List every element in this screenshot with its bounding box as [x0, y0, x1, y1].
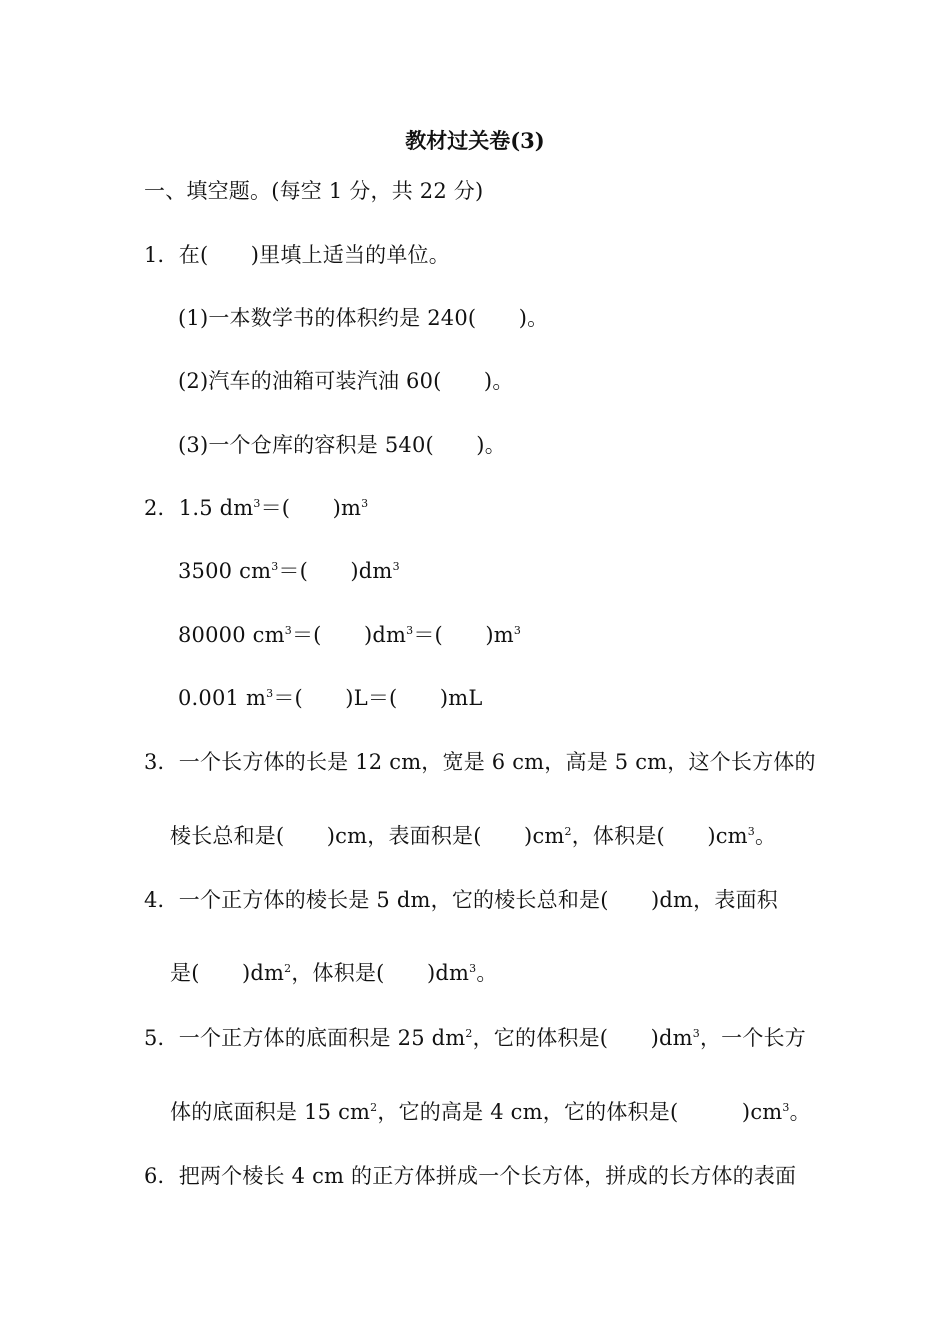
exponent: 3 — [469, 962, 477, 975]
q4-l2-a: 是( )dm — [170, 961, 285, 985]
q2-l1-a: 2．1.5 dm — [144, 496, 254, 520]
q2-l4-b: ＝( )L＝( )mL — [273, 686, 483, 710]
q3-l2-c: 。 — [755, 824, 777, 848]
q2-l4-a: 0.001 m — [178, 686, 267, 710]
question-2-line-4 — [178, 683, 483, 713]
exponent: 3 — [406, 624, 414, 637]
question-5-line-1 — [144, 1023, 806, 1053]
q2-l1-b: ＝( )m — [260, 496, 362, 520]
q5-l2-c: 。 — [789, 1100, 811, 1124]
question-4-line-2 — [170, 958, 498, 988]
q2-l2-a: 3500 cm — [178, 559, 272, 583]
question-1-part-3: (3)一个仓库的容积是 540( )。 — [178, 433, 506, 457]
exponent: 3 — [253, 497, 261, 510]
question-2-line-3 — [178, 620, 521, 650]
q5-l1-c: ，一个长方 — [699, 1026, 806, 1050]
question-4-line-1: 4．一个正方体的棱长是 5 dm，它的棱长总和是( )dm，表面积 — [144, 888, 778, 912]
q2-l3-a: 80000 cm — [178, 623, 285, 647]
exponent: 3 — [692, 1027, 700, 1040]
question-1-stem: 1．在( )里填上适当的单位。 — [144, 243, 450, 267]
question-1-part-2: (2)汽车的油箱可装汽油 60( )。 — [178, 369, 514, 393]
q2-l2-b: ＝( )dm — [278, 559, 393, 583]
exponent: 3 — [782, 1101, 790, 1114]
exponent: 3 — [271, 560, 279, 573]
exponent: 3 — [266, 687, 274, 700]
question-3-line-1: 3．一个长方体的长是 12 cm，宽是 6 cm，高是 5 cm，这个长方体的 — [144, 750, 816, 774]
q2-l3-b: ＝( )dm — [291, 623, 407, 647]
exponent: 2 — [465, 1027, 473, 1040]
q4-l2-c: 。 — [476, 961, 498, 985]
exponent: 2 — [370, 1101, 378, 1114]
q2-l3-c: ＝( )m — [413, 623, 514, 647]
exponent: 3 — [513, 624, 522, 637]
q5-l1-a: 5．一个正方体的底面积是 25 dm — [144, 1026, 466, 1050]
section-heading-fill-blank: 一、填空题。(每空 1 分，共 22 分) — [144, 179, 484, 203]
q5-l2-a: 体的底面积是 15 cm — [170, 1100, 371, 1124]
question-6-line-1: 6．把两个棱长 4 cm 的正方体拼成一个长方体，拼成的长方体的表面 — [144, 1164, 797, 1188]
exponent: 3 — [361, 497, 369, 510]
question-2-line-1 — [144, 493, 368, 523]
question-2-line-2 — [178, 556, 400, 586]
q3-l2-a: 棱长总和是( )cm，表面积是( )cm — [170, 824, 565, 848]
question-5-line-2 — [170, 1097, 811, 1127]
exponent: 3 — [747, 825, 755, 838]
question-1-part-1: (1)一本数学书的体积约是 240( )。 — [178, 306, 549, 330]
q5-l2-b: ，它的高是 4 cm，它的体积是( )cm — [377, 1100, 783, 1124]
q3-l2-b: ，体积是( )cm — [571, 824, 748, 848]
q5-l1-b: ，它的体积是( )dm — [472, 1026, 693, 1050]
q4-l2-b: ，体积是( )dm — [291, 961, 470, 985]
page-title: 教材过关卷(3) — [405, 128, 545, 153]
exponent: 3 — [392, 560, 400, 573]
exponent: 2 — [284, 962, 292, 975]
question-3-line-2 — [170, 821, 776, 851]
exponent: 2 — [564, 825, 572, 838]
exponent: 3 — [284, 624, 292, 637]
